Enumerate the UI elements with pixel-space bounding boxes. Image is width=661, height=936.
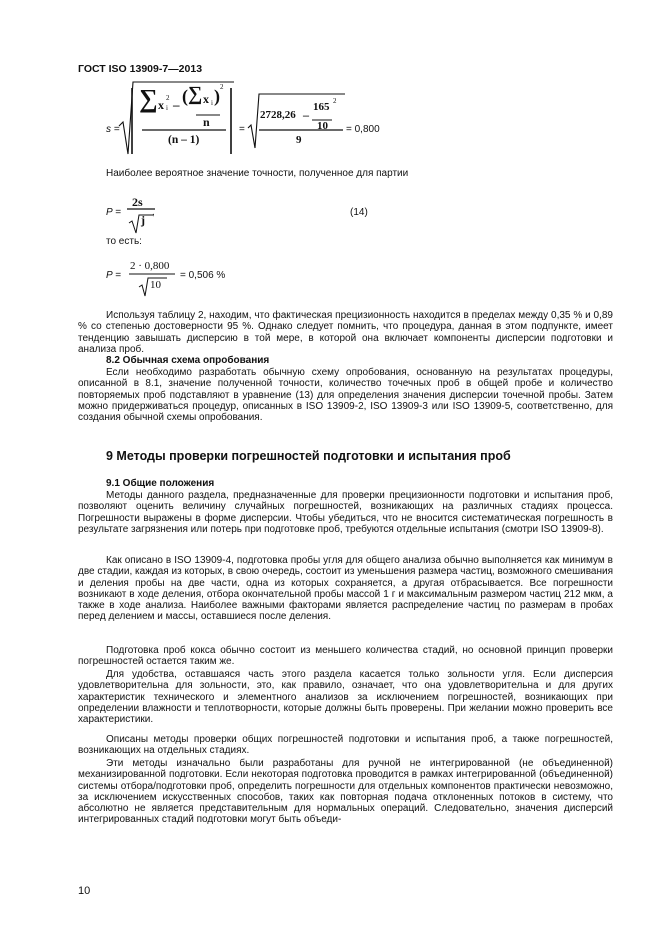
x-sup-2: 2: [166, 94, 170, 102]
subsection-9-1: 9.1 Общие положения: [106, 478, 215, 489]
equation-number: (14): [350, 207, 368, 218]
minus-sign-2: –: [303, 108, 309, 122]
paragraph-methods: Методы данного раздела, предназначенные для проверки прецизионности подготовки и испытания проб, позволяют оценить величину случайных погрешностей, возникающих на различных стадиях процесса. Погрешности выражены в форме дисперсии. Чтобы убедиться, что не вносится систематическая погрешность в результате загрязнения или потерь при подготовке проб, требуются отдельные испытания (смотри ISO 13909-8).: [78, 490, 613, 535]
s-result: = 0,800: [346, 124, 380, 135]
inner-x-sub: i: [211, 99, 213, 107]
p2-label: P =: [106, 270, 121, 281]
minus-sign: –: [173, 97, 180, 112]
paren-sup-2: 2: [220, 83, 224, 91]
paragraph-integrated: Эти методы изначально были разработаны для ручной не интегрированной (не объединенной) механизированной подготовки. Если некоторая подготовка проводится в рамках интегрированной (объединенной) системы отбора/подготовки проб, определить погрешности для отдельных компонентов практически невозможно, за исключением искусственных способов, таких как повторная подача отклоненных потоков в систему, что абсолютно не является представительным для нормальных операций. Следовательно, значения дисперсий интегрированных стадий подготовки могут быть объеди-: [78, 758, 613, 826]
section-9-heading: 9 Методы проверки погрешностей подготовки и испытания проб: [106, 449, 511, 463]
value-2728: 2728,26: [260, 109, 296, 121]
equals-1: =: [239, 124, 245, 135]
paragraph-coal-preparation: Как описано в ISO 13909-4, подготовка пробы угля для общего анализа обычно выполняется как минимум в две стадии, каждая из которых, в свою очередь, состоит из уменьшения размера частиц, возможного смешивания и деления пробы на две части, одна из которых сохраняется, а другая отбрасывается. Все погрешности возникают в ходе деления, отбора окончательной пробы массой 1 г и максимальным размером частиц 212 мкм, а также в ходе анализа. Наиболее важными факторами является распределение частиц по размерам в пробах перед делением и массы, оставшиеся после деления.: [78, 555, 613, 623]
page-number: 10: [78, 885, 91, 897]
paragraph-ash: Для удобства, оставшаяся часть этого раздела касается только зольности угля. Если дисперсия удовлетворительна для зольности, это, как правило, означает, что она удовлетворительна и для других характеристик технического и элементного анализов за исключением погрешностей, возникающих при определении влажности и теплотворности, которые должны быть проверены. При желании можно проверить все характеристики.: [78, 669, 613, 726]
value-165-exp: 2: [333, 97, 337, 105]
n-minus-1: (n – 1): [168, 134, 200, 146]
p-numerator: 2s: [132, 195, 143, 209]
paragraph-sampling-scheme: Если необходимо разработать обычную схему опробования, основанную на результатах процедуры, описанной в 8.1, значение полученной точности, количество точечных проб в общей пробе и количество повторяемых проб подставляют в уравнение (13) для определения значения дисперсии точечной пробы. Затем можно придерживаться процедур, описанных в ISO 13909-2, ISO 13909-3 или ISO 13909-5, соответственно, для создания обычной схемы опробования.: [78, 367, 613, 424]
paragraph-described-methods: Описаны методы проверки общих погрешностей подготовки и испытания проб, а также погрешностей, возникающих на отдельных стадиях.: [78, 734, 613, 757]
value-9: 9: [296, 134, 302, 146]
x-sub-i: i: [166, 104, 168, 112]
p2-numerator: 2 · 0,800: [130, 260, 170, 272]
text-that-is: то есть:: [106, 236, 142, 247]
inner-x: x: [203, 92, 209, 106]
paragraph-precision-range: Используя таблицу 2, находим, что фактическая прецизионность находится в пределах между 0,35 % и 0,89 % со степенью достоверности 95 %. Однако следует помнить, что процедура, данная в этом подпункте, имеет тенденцию завышать дисперсию в той мере, в которой она включает компоненты дисперсии подготовки и анализа проб.: [78, 310, 613, 355]
value-165: 165: [313, 101, 330, 113]
p2-denominator: 10: [150, 279, 161, 291]
x-var: x: [158, 98, 164, 112]
n-denominator: n: [203, 115, 210, 129]
p-comma: ,: [152, 207, 155, 218]
subsection-8-2: 8.2 Обычная схема опробования: [106, 355, 270, 366]
inner-sum-symbol: ∑: [188, 83, 203, 105]
sum-symbol: ∑: [139, 84, 158, 113]
p2-result: = 0,506 %: [180, 270, 226, 281]
s-label: s =: [106, 124, 120, 135]
value-10: 10: [317, 120, 328, 132]
paragraph-coke: Подготовка проб кокса обычно состоит из меньшего количества стадий, но основной принцип проверки погрешностей остается таким же.: [78, 645, 613, 668]
p-label: P =: [106, 207, 121, 218]
p-denominator: j: [141, 213, 145, 227]
close-paren: ): [214, 86, 220, 106]
text-probable: Наиболее вероятное значение точности, полученное для партии: [106, 168, 409, 179]
document-header: ГОСТ ISO 13909-7—2013: [78, 63, 203, 75]
open-paren: (: [182, 86, 188, 106]
